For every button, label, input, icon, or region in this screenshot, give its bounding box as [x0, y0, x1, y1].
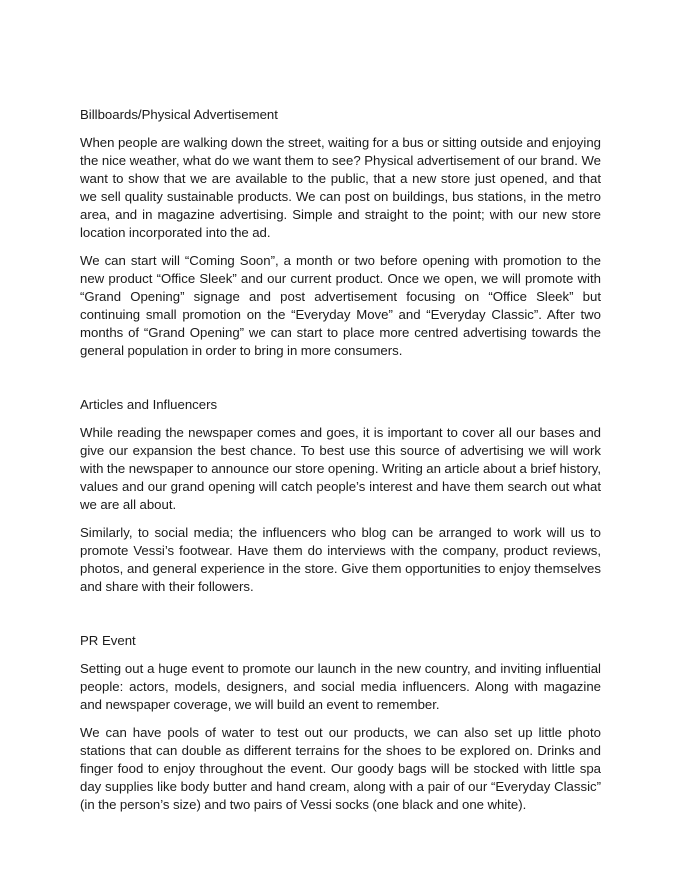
section-heading: PR Event — [80, 633, 136, 648]
document-page — [80, 106, 601, 824]
section-heading: Articles and Influencers — [80, 397, 218, 412]
paragraph: When people are walking down the street, waiting for a bus or sitting outside and enjoying the nice weather, what do we want them to see? Physical advertisement of our brand. We want to show that we are available to the public, that a new store just opened, and that we sell quality sustainable products. We can post on buildings, bus stations, in the metro area, and in magazine advertising. Simple and straight to the point; with our new store location incorporated into the ad. — [80, 135, 601, 240]
paragraph: We can have pools of water to test out our products, we can also set up little photo stations that can double as different terrains for the shoes to be explored on. Drinks and finger food to enjoy throughout the event. Our goody bags will be stocked with little spa day supplies like body butter and hand cream, along with a pair of our “Everyday Classic” (in the person’s size) and two pairs of Vessi socks (one black and one white). — [80, 725, 601, 812]
section-billboards — [80, 106, 601, 360]
section-pr-event — [80, 632, 601, 814]
paragraph: While reading the newspaper comes and goes, it is important to cover all our bases and give our expansion the best chance. To best use this source of advertising we will work with the newspaper to announce our store opening. Writing an article about a brief history, values and our grand opening will catch people’s interest and have them search out what we are all about. — [80, 425, 601, 512]
paragraph: Similarly, to social media; the influencers who blog can be arranged to work will us to promote Vessi’s footwear. Have them do interviews with the company, product reviews, photos, and general experience in the store. Give them opportunities to enjoy themselves and share with their followers. — [80, 525, 601, 594]
section-spacer — [80, 606, 601, 632]
section-articles-influencers — [80, 396, 601, 596]
section-spacer — [80, 370, 601, 396]
section-heading: Billboards/Physical Advertisement — [80, 107, 278, 122]
paragraph: Setting out a huge event to promote our launch in the new country, and inviting influential people: actors, models, designers, and social media influencers. Along with magazine and newspaper coverage, we will build an event to remember. — [80, 661, 601, 712]
paragraph: We can start will “Coming Soon”, a month or two before opening with promotion to the new product “Office Sleek” and our current product. Once we open, we will promote with “Grand Opening” signage and post advertisement focusing on “Office Sleek” but continuing small promotion on the “Everyday Move” and “Everyday Classic”. After two months of “Grand Opening” we can start to place more centred advertising towards the general population in order to bring in more consumers. — [80, 253, 601, 358]
